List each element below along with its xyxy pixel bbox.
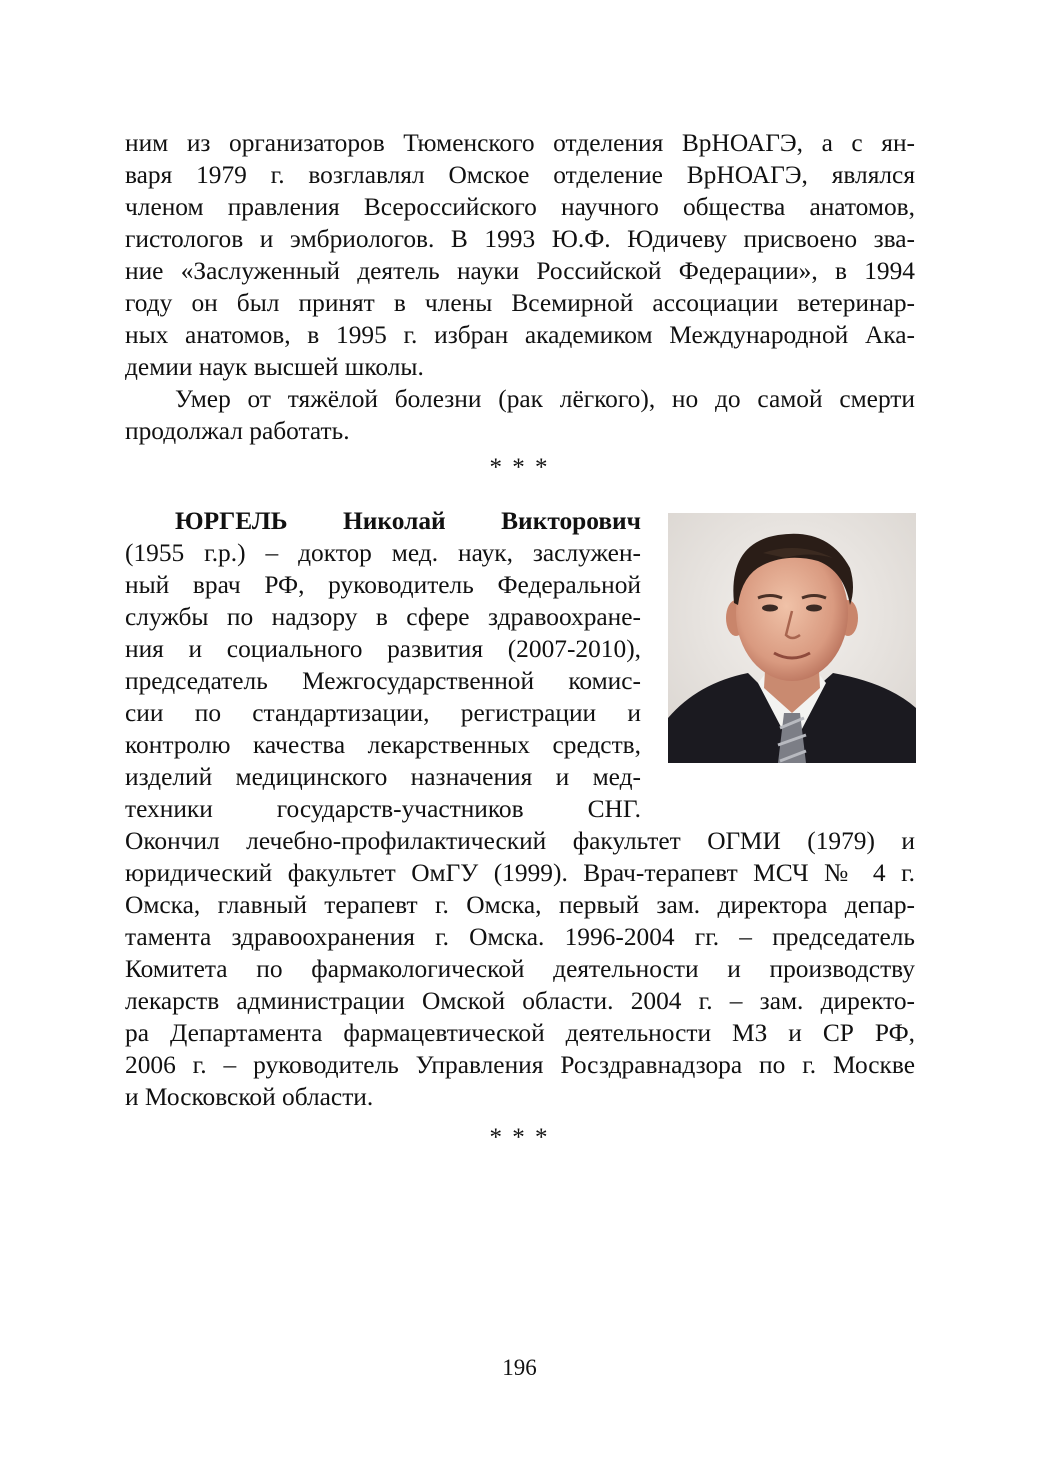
text-line: и Московской области. xyxy=(125,1083,374,1111)
text-line: ный врач РФ, руководитель Федеральной xyxy=(125,571,641,599)
text-line: 2006 г. – руководитель Управления Росздравнадзора по г. Москве xyxy=(125,1051,915,1079)
text-line: гистологов и эмбриологов. В 1993 Ю.Ф. Юдичеву присвоено зва- xyxy=(125,225,915,253)
entry-name: ЮРГЕЛЬ Николай Викторович xyxy=(175,507,641,535)
text-line: (1955 г.р.) – доктор мед. наук, заслужен- xyxy=(125,539,641,567)
text-line: Окончил лечебно-профилактический факультет ОГМИ (1979) и xyxy=(125,827,915,855)
text-line: ние «Заслуженный деятель науки Российской Федерации», в 1994 xyxy=(125,257,915,285)
text-line: демии наук высшей школы. xyxy=(125,353,424,381)
text-line: ния и социального развития (2007-2010), xyxy=(125,635,641,663)
text-line: Комитета по фармакологической деятельности и производству xyxy=(125,955,915,983)
section-separator: * * * xyxy=(489,1124,550,1151)
text-line: Омска, главный терапевт г. Омска, первый зам. директора депар- xyxy=(125,891,915,919)
text-line: Умер от тяжёлой болезни (рак лёгкого), но до самой смерти xyxy=(175,385,915,413)
text-line: ра Департамента фармацевтической деятельности МЗ и СР РФ, xyxy=(125,1019,915,1047)
text-line: лекарств администрации Омской области. 2004 г. – зам. директо- xyxy=(125,987,915,1015)
text-line: ним из организаторов Тюменского отделения ВрНОАГЭ, а с ян- xyxy=(125,129,915,157)
text-line: службы по надзору в сфере здравоохране- xyxy=(125,603,641,631)
text-line: председатель Межгосударственной комис- xyxy=(125,667,641,695)
text-line: юридический факультет ОмГУ (1999). Врач-терапевт МСЧ № 4 г. xyxy=(125,859,915,887)
text-line: тамента здравоохранения г. Омска. 1996-2004 гг. – председатель xyxy=(125,923,915,951)
text-line: варя 1979 г. возглавлял Омское отделение ВрНОАГЭ, являлся xyxy=(125,161,915,189)
portrait-photo xyxy=(668,513,916,763)
text-line: контролю качества лекарственных средств, xyxy=(125,731,641,759)
text-line: членом правления Всероссийского научного общества анатомов, xyxy=(125,193,915,221)
text-line: техники государств-участников СНГ. xyxy=(125,795,641,823)
text-line: сии по стандартизации, регистрации и xyxy=(125,699,641,727)
page-number: 196 xyxy=(502,1355,537,1380)
text-line: продолжал работать. xyxy=(125,417,350,445)
text-line: году он был принят в члены Всемирной ассоциации ветеринар- xyxy=(125,289,915,317)
text-line: ных анатомов, в 1995 г. избран академиком Международной Ака- xyxy=(125,321,915,349)
section-separator: * * * xyxy=(489,454,550,481)
text-line: изделий медицинского назначения и мед- xyxy=(125,763,641,791)
